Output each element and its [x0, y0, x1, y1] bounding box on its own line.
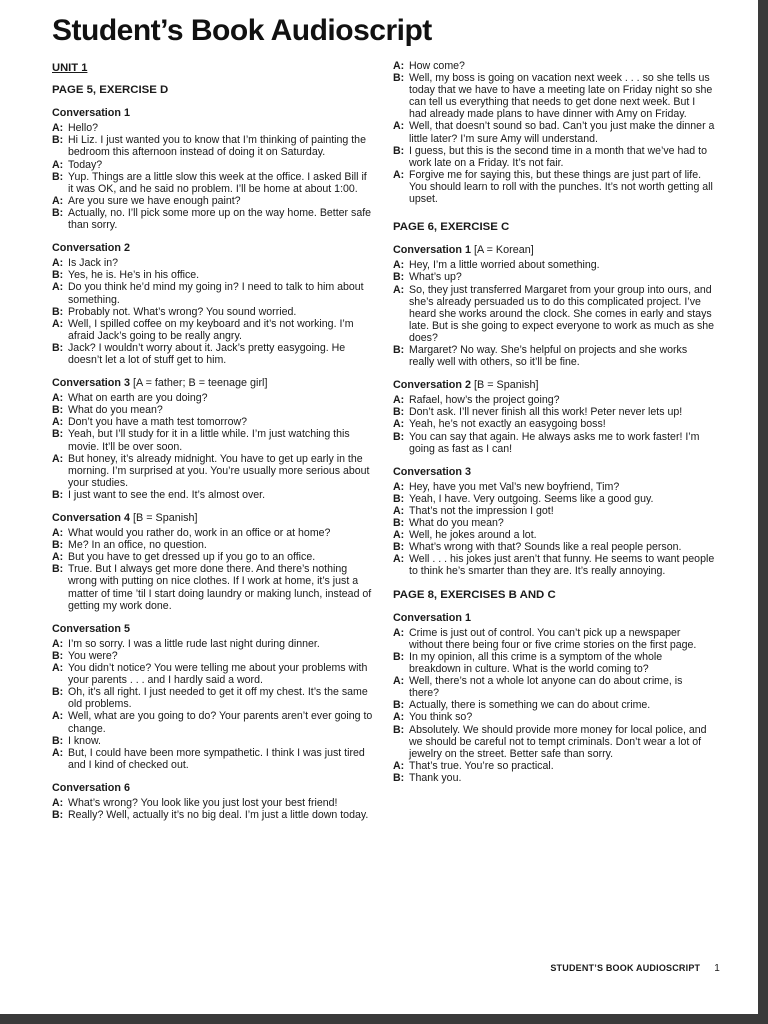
conversation-heading — [393, 244, 715, 256]
speaker-label: A: — [393, 120, 405, 133]
speaker-label: A: — [393, 283, 405, 296]
dialogue-line — [52, 710, 374, 734]
dialogue-line — [393, 284, 715, 344]
speaker-label: A: — [393, 529, 405, 542]
dialogue-text: Probably not. What’s wrong? You sound worried. — [68, 305, 297, 318]
dialogue-text: Crime is just out of control. You can’t pick up a newspaper without there being four or five crime stories on the first page. — [409, 626, 697, 651]
dialogue-text: I’m so sorry. I was a little rude last night during dinner. — [68, 637, 320, 650]
dialogue-line — [393, 344, 715, 368]
dialogue-text: Hey, I’m a little worried about something. — [409, 259, 600, 272]
speaker-label: B: — [393, 771, 405, 784]
speaker-label: B: — [52, 404, 64, 417]
speaker-label: A: — [52, 122, 64, 135]
dialogue-text: You can say that again. He always asks me to work faster! I’m going as fast as I can! — [409, 430, 700, 455]
dialogue-text: Really? Well, actually it’s no big deal. I’m just a little down today. — [68, 809, 369, 822]
speaker-label: A: — [52, 746, 64, 759]
speaker-label: B: — [393, 72, 405, 85]
dialogue-line — [52, 122, 374, 134]
dialogue-line — [393, 724, 715, 760]
dialogue-text: Is Jack in? — [68, 257, 119, 270]
conversation-heading — [52, 623, 374, 635]
dialogue-text: That’s true. You’re so practical. — [409, 759, 554, 772]
dialogue-line — [52, 551, 374, 563]
dialogue-text: Hello? — [68, 122, 99, 135]
dialogue-line — [52, 392, 374, 404]
dialogue-line — [393, 394, 715, 406]
dialogue-text: Well, I spilled coffee on my keyboard and it’s not working. I’m afraid Jack’s going to be really angry. — [68, 317, 354, 342]
dialogue-line — [52, 257, 374, 269]
conversation-label: Conversation 3 — [393, 465, 471, 478]
conversation-heading — [52, 107, 374, 119]
speaker-label: B: — [52, 269, 64, 282]
page-edge-bottom — [0, 1014, 768, 1024]
dialogue-text: In my opinion, all this crime is a symptom of the whole breakdown in culture. What is the world coming to? — [409, 650, 663, 676]
speaker-label: A: — [393, 505, 405, 517]
dialogue-text: Do you think he’d mind my going in? I need to talk to him about something. — [68, 281, 364, 306]
dialogue-text: Rafael, how’s the project going? — [409, 394, 560, 407]
speaker-label: A: — [393, 168, 405, 181]
speaker-label: B: — [52, 734, 64, 747]
speaker-label: B: — [52, 341, 64, 354]
speaker-label: B: — [52, 539, 64, 552]
dialogue-line — [52, 563, 374, 611]
conversation-block — [393, 466, 715, 578]
dialogue-text: Yup. Things are a little slow this week at the office. I asked Bill if it was OK, and he said no problem. I’ll be home at about 1:00. — [68, 170, 367, 195]
speaker-label: A: — [393, 759, 405, 772]
dialogue-text: Yeah, he’s not exactly an easygoing boss! — [409, 418, 606, 431]
speaker-label: A: — [52, 194, 64, 207]
dialogue-text: What do you mean? — [68, 404, 163, 417]
speaker-label: B: — [52, 488, 64, 501]
dialogue-line — [52, 318, 374, 342]
dialogue-line — [393, 553, 715, 577]
dialogue-text: You didn’t notice? You were telling me about your problems with your parents . . . and I hardly said a word. — [68, 662, 368, 687]
dialogue-text: That’s not the impression I got! — [409, 505, 554, 517]
dialogue-line — [393, 651, 715, 675]
section-heading: PAGE 6, EXERCISE C — [393, 221, 510, 234]
dialogue-text: Actually, no. I’ll pick some more up on the way home. Better safe than sorry. — [68, 206, 372, 232]
dialogue-text: What’s wrong with that? Sounds like a real people person. — [409, 541, 682, 554]
dialogue-text: Yes, he is. He’s in his office. — [68, 269, 200, 282]
dialogue-text: So, they just transferred Margaret from your group into ours, and she’s already persuaded us to do this complicated project. I’ve heard she works around the clock. She comes in early and stays late. But is she going to expect everyone to work as much as she does? — [409, 283, 715, 344]
dialogue-text: Margaret? No way. She’s helpful on projects and she works really well with others, so it’ll be fine. — [409, 343, 688, 369]
dialogue-text: Today? — [68, 158, 103, 171]
speaker-label: A: — [52, 257, 64, 270]
dialogue-text: Hi Liz. I just wanted you to know that I’m thinking of painting the bedroom this afternoon instead of doing it on Saturday. — [68, 134, 366, 159]
conversation-label: Conversation 1 — [52, 107, 130, 120]
conversation-label: Conversation 3 — [52, 377, 130, 390]
conversation-block — [393, 379, 715, 455]
dialogue-line — [52, 306, 374, 318]
dialogue-line — [52, 428, 374, 452]
dialogue-line — [393, 772, 715, 784]
dialogue-line — [393, 699, 715, 711]
dialogue-line — [393, 120, 715, 144]
dialogue-text: I know. — [68, 734, 101, 747]
conversation-label: Conversation 2 — [52, 242, 130, 255]
conversation-label: Conversation 4 — [52, 512, 130, 524]
conversation-block — [52, 623, 374, 771]
speaker-label: A: — [393, 480, 405, 493]
continued-conversation — [393, 60, 715, 205]
dialogue-line — [52, 797, 374, 809]
section-heading: PAGE 5, EXERCISE D — [52, 84, 169, 97]
dialogue-line — [393, 145, 715, 169]
dialogue-text: How come? — [409, 60, 465, 72]
conversation-block — [52, 242, 374, 366]
dialogue-text: Don’t you have a math test tomorrow? — [68, 416, 248, 429]
dialogue-line — [52, 207, 374, 231]
dialogue-text: Oh, it’s all right. I just needed to get it off my chest. It’s the same old problems. — [68, 686, 368, 711]
dialogue-line — [52, 638, 374, 650]
dialogue-text: But honey, it’s already midnight. You have to get up early in the morning. I’m surprised at you. You’re usually more serious about your studies. — [68, 452, 370, 489]
dialogue-text: But you have to get dressed up if you go to an office. — [68, 551, 316, 564]
conversation-heading — [393, 612, 715, 624]
dialogue-line — [393, 72, 715, 120]
dialogue-line — [52, 195, 374, 207]
dialogue-text: Are you sure we have enough paint? — [68, 194, 241, 207]
page-footer — [550, 963, 720, 974]
dialogue-line — [393, 517, 715, 529]
dialogue-line — [393, 529, 715, 541]
dialogue-line — [52, 416, 374, 428]
conversation-block — [52, 512, 374, 612]
dialogue-text: Forgive me for saying this, but these things are just part of life. You should learn to roll with the punches. It’s not worth getting all upset. — [409, 168, 713, 206]
left-column — [52, 60, 374, 832]
dialogue-text: What’s wrong? You look like you just lost your best friend! — [68, 796, 338, 809]
dialogue-text: Absolutely. We should provide more money for local police, and we should be careful not to tempt criminals. Don’t wear a lot of jewelry on the street. Better safe than sorry. — [409, 723, 707, 760]
dialogue-text: I guess, but this is the second time in a month that we’ve had to work late on a Friday. It’s not fair. — [409, 144, 707, 169]
conversation-label: Conversation 6 — [52, 781, 130, 794]
speaker-label: A: — [52, 637, 64, 650]
dialogue-text: Well, what are you going to do? Your parents aren’t ever going to change. — [68, 710, 373, 735]
conversation-block — [52, 107, 374, 231]
dialogue-line — [393, 493, 715, 505]
dialogue-line — [393, 541, 715, 553]
dialogue-line — [52, 342, 374, 366]
dialogue-text: Yeah, I have. Very outgoing. Seems like a good guy. — [409, 492, 654, 505]
speaker-label: B: — [52, 428, 64, 441]
dialogue-line — [393, 406, 715, 418]
conversation-label: Conversation 5 — [52, 622, 130, 635]
dialogue-text: Yeah, but I’ll study for it in a little while. I’m just watching this movie. It’ll be over soon. — [68, 428, 350, 453]
speaker-label: B: — [393, 541, 405, 554]
dialogue-line — [52, 489, 374, 501]
speaker-label: A: — [393, 418, 405, 431]
conversation-heading — [393, 379, 715, 391]
conversation-heading — [393, 466, 715, 478]
speaker-label: A: — [52, 662, 64, 675]
speaker-label: B: — [52, 206, 64, 219]
conversation-note: [B = Spanish] — [474, 379, 539, 392]
dialogue-text: True. But I always get more done there. And there’s nothing wrong with putting on nice clothes. If I work at home, it’s just a matter of time ’til I start doing laundry or making lunch, instead of getting my work done. — [68, 563, 372, 612]
dialogue-line — [393, 431, 715, 455]
conversation-note: [A = Korean] — [474, 244, 534, 257]
speaker-label: A: — [52, 551, 64, 564]
right-conversations-2 — [393, 612, 715, 784]
speaker-label: B: — [52, 649, 64, 662]
dialogue-text: I just want to see the end. It’s almost over. — [68, 488, 266, 501]
speaker-label: A: — [52, 317, 64, 330]
right-conversations-1 — [393, 244, 715, 577]
speaker-label: A: — [52, 392, 64, 405]
dialogue-line — [393, 60, 715, 72]
dialogue-line — [52, 404, 374, 416]
dialogue-line — [393, 675, 715, 699]
speaker-label: A: — [393, 626, 405, 639]
footer-label: STUDENT’S BOOK AUDIOSCRIPT — [550, 963, 701, 973]
speaker-label: A: — [52, 158, 64, 171]
speaker-label: A: — [393, 711, 405, 724]
conversation-label: Conversation 2 — [393, 379, 471, 392]
dialogue-text: Don’t ask. I’ll never finish all this work! Peter never lets up! — [409, 406, 683, 419]
speaker-label: A: — [393, 259, 405, 272]
speaker-label: A: — [52, 710, 64, 723]
dialogue-line — [393, 505, 715, 517]
conversation-note: [A = father; B = teenage girl] — [133, 377, 268, 390]
speaker-label: A: — [393, 675, 405, 688]
dialogue-text: But, I could have been more sympathetic. I think I was just tired and I kind of checked out. — [68, 746, 365, 771]
dialogue-text: Well, there’s not a whole lot anyone can do about crime, is there? — [409, 675, 683, 700]
speaker-label: A: — [393, 60, 405, 72]
speaker-label: B: — [393, 492, 405, 505]
dialogue-line — [52, 650, 374, 662]
speaker-label: B: — [52, 170, 64, 183]
speaker-label: A: — [393, 553, 405, 566]
conversation-block — [393, 244, 715, 368]
dialogue-line — [52, 281, 374, 305]
conversation-heading — [52, 242, 374, 254]
speaker-label: B: — [393, 517, 405, 530]
speaker-label: A: — [52, 416, 64, 429]
dialogue-text: Well, that doesn’t sound so bad. Can’t you just make the dinner a little later? I’m sure Amy will understand. — [409, 120, 715, 145]
speaker-label: B: — [52, 686, 64, 699]
dialogue-text: Well, my boss is going on vacation next week . . . so she tells us today that we have to have a meeting late on Friday night so she can tell us everything that needs to get done next week. But I had already made plans to have dinner with Amy on Friday. — [409, 72, 713, 121]
dialogue-line — [52, 527, 374, 539]
conversation-note: [B = Spanish] — [133, 512, 198, 524]
dialogue-text: You think so? — [409, 711, 473, 724]
dialogue-line — [52, 159, 374, 171]
dialogue-text: Hey, have you met Val’s new boyfriend, Tim? — [409, 480, 620, 493]
dialogue-line — [393, 760, 715, 772]
dialogue-line — [393, 627, 715, 651]
dialogue-text: What’s up? — [409, 271, 462, 284]
right-column — [393, 60, 715, 795]
speaker-label: B: — [52, 563, 64, 576]
dialogue-line — [393, 259, 715, 271]
speaker-label: B: — [52, 305, 64, 318]
dialogue-line — [52, 747, 374, 771]
speaker-label: A: — [52, 527, 64, 540]
dialogue-text: What do you mean? — [409, 517, 504, 530]
conversation-block — [52, 782, 374, 821]
conversation-heading — [52, 377, 374, 389]
conversation-label: Conversation 1 — [393, 611, 471, 624]
dialogue-text: Jack? I wouldn’t worry about it. Jack’s pretty easygoing. He doesn’t let a lot of stuff get to him. — [68, 341, 346, 366]
speaker-label: A: — [52, 796, 64, 809]
dialogue-line — [52, 453, 374, 489]
conversation-heading — [52, 782, 374, 794]
dialogue-line — [52, 134, 374, 158]
speaker-label: A: — [52, 281, 64, 294]
dialogue-line — [393, 418, 715, 430]
speaker-label: B: — [393, 271, 405, 284]
conversation-block — [393, 612, 715, 784]
page-number: 1 — [714, 963, 720, 974]
dialogue-line — [393, 271, 715, 283]
dialogue-line — [52, 686, 374, 710]
speaker-label: B: — [393, 430, 405, 443]
section-heading: PAGE 8, EXERCISES B AND C — [393, 588, 556, 601]
conversation-heading — [52, 512, 374, 524]
dialogue-line — [52, 171, 374, 195]
dialogue-text: Me? In an office, no question. — [68, 539, 207, 552]
speaker-label: B: — [393, 144, 405, 157]
conversation-label: Conversation 1 — [393, 244, 471, 257]
speaker-label: A: — [52, 452, 64, 465]
speaker-label: B: — [52, 809, 64, 822]
speaker-label: B: — [393, 723, 405, 736]
speaker-label: B: — [393, 699, 405, 712]
dialogue-text: You were? — [68, 649, 118, 662]
speaker-label: A: — [393, 394, 405, 407]
speaker-label: B: — [393, 343, 405, 356]
dialogue-line — [393, 169, 715, 205]
dialogue-text: What on earth are you doing? — [68, 392, 208, 405]
dialogue-text: Actually, there is something we can do about crime. — [409, 699, 651, 712]
dialogue-line — [52, 809, 374, 821]
dialogue-text: Well . . . his jokes just aren’t that funny. He seems to want people to think he’s smarter than they are. It’s really annoying. — [409, 553, 715, 578]
dialogue-line — [52, 539, 374, 551]
conversation-block — [52, 377, 374, 501]
dialogue-line — [52, 662, 374, 686]
dialogue-line — [393, 481, 715, 493]
dialogue-line — [393, 711, 715, 723]
dialogue-text: Well, he jokes around a lot. — [409, 529, 537, 542]
dialogue-text: Thank you. — [409, 771, 462, 784]
speaker-label: B: — [52, 134, 64, 147]
page-title: Student’s Book Audioscript — [52, 14, 432, 47]
dialogue-line — [52, 269, 374, 281]
dialogue-text: What would you rather do, work in an office or at home? — [68, 527, 331, 540]
unit-heading: UNIT 1 — [52, 62, 88, 74]
left-conversations — [52, 107, 374, 821]
dialogue-line — [52, 735, 374, 747]
speaker-label: B: — [393, 406, 405, 419]
speaker-label: B: — [393, 650, 405, 663]
page-edge-right — [758, 0, 768, 1024]
